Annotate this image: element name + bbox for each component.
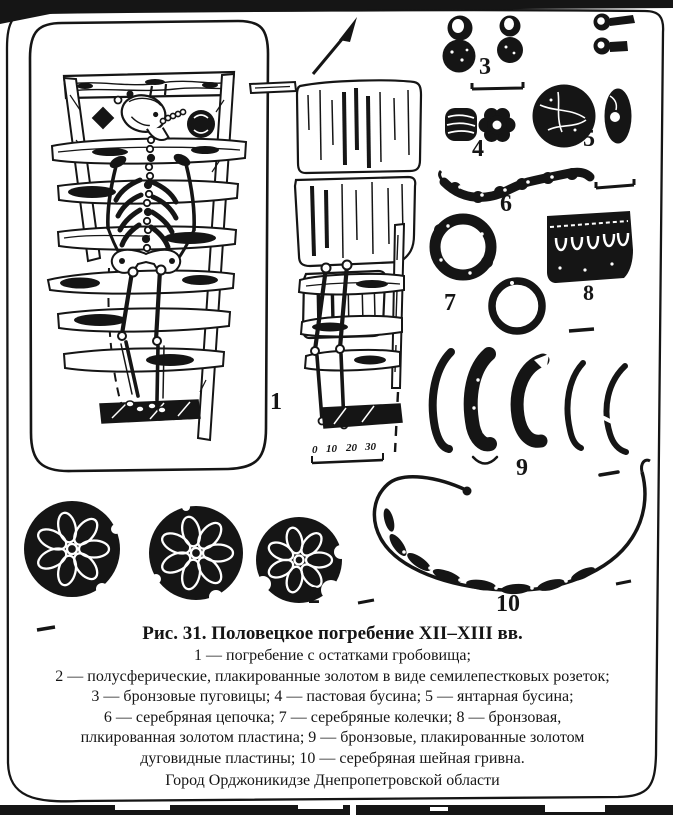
flower-bead-drawing: [479, 108, 516, 142]
label-burial: 1: [270, 389, 282, 415]
oval-bead-drawing: [605, 89, 632, 144]
location-line: Город Орджоникидзе Днепропетровской области: [165, 772, 500, 789]
arc-plates-drawing: [433, 352, 626, 475]
north-arrow: [313, 17, 357, 74]
legend-line-6: дуговидные пластины; 10 — серебряная шейная гривна.: [140, 749, 525, 767]
figure-title: Рис. 31. Половецкое погребение XII–XIII вв.: [142, 623, 523, 644]
legend-line-5: плкированная золотом пластина; 9 — бронзовые, плакированные золотом: [80, 729, 585, 746]
figure-caption: [6, 622, 659, 792]
legend-line-4: 6 — серебряная цепочка; 7 — серебряные колечки; 8 — бронзовая,: [103, 708, 562, 726]
legend-line-1: 1 — погребение с остатками гробовища;: [194, 647, 471, 664]
scale-bar: [312, 453, 383, 463]
legend-line-3: 3 — бронзовые пуговицы; 4 — пастовая бусина; 5 — янтарная бусина;: [91, 688, 574, 705]
scale-tick-0: 0: [312, 444, 318, 456]
label-buttons: 3: [479, 54, 491, 80]
legend-line-2: 2 — полусферические, плакированные золотом в виде семилепестковых розеток;: [55, 667, 610, 685]
eyelet-fasteners-drawing: [594, 14, 636, 55]
label-plate: 8: [583, 280, 594, 305]
silver-chain-drawing: [440, 168, 634, 203]
label-beads: 4: [472, 136, 484, 162]
bronze-plate-drawing: [547, 211, 633, 331]
coffin-lid-planks-drawing: [295, 80, 421, 452]
scale-tick-30: 30: [365, 441, 376, 453]
bottom-edge-band: [0, 805, 673, 815]
label-amber-bead: 5: [583, 126, 595, 152]
label-rosettes: 2: [308, 583, 320, 609]
label-rings: 7: [444, 290, 456, 316]
rosettes-drawing: [24, 501, 348, 630]
neck-torc-drawing: [358, 460, 650, 603]
label-arc-plates: 9: [516, 455, 528, 481]
label-chain: 6: [500, 191, 512, 217]
label-torc: 10: [496, 591, 520, 617]
scale-tick-20: 20: [346, 442, 357, 454]
scale-tick-10: 10: [326, 443, 337, 455]
